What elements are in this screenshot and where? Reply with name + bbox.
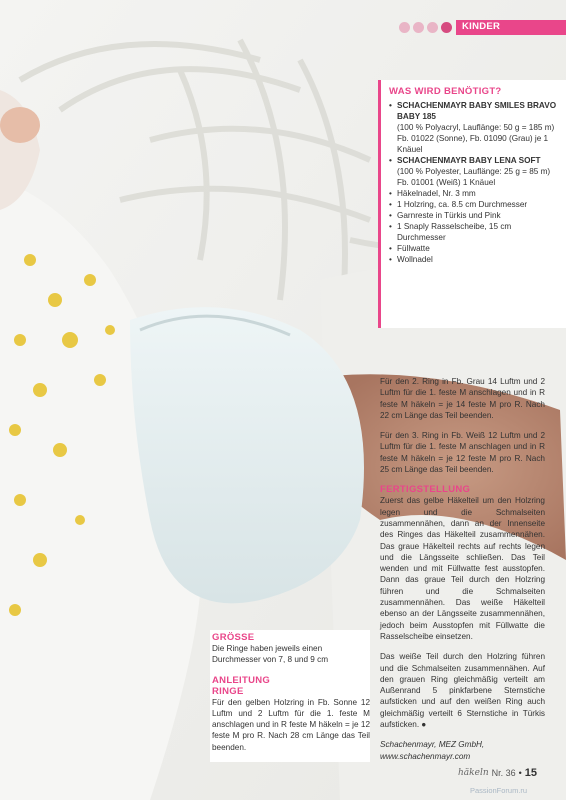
rings-heading: RINGE bbox=[212, 685, 244, 697]
materials-item: • Wollnadel bbox=[389, 254, 558, 265]
materials-item: • Füllwatte bbox=[389, 243, 558, 254]
materials-item: • Häkelnadel, Nr. 3 mm bbox=[389, 188, 558, 199]
header-dots bbox=[399, 22, 452, 33]
header-dot-active bbox=[441, 22, 452, 33]
final-text: Das weiße Teil durch den Holzring führen und die Schmalseiten zusammennähen. Auf den grauen Ring gleichmäßig verteilt am Außenrand 5 pinkfarbene Sternstiche aufsticken und auf den weißen Ring auch gleichmäßig verteilt 6 Sternstiche in Türkis aufsticken. ● bbox=[380, 652, 545, 730]
materials-box bbox=[378, 80, 566, 328]
left-column bbox=[210, 630, 370, 762]
materials-list bbox=[389, 100, 558, 265]
materials-item: • SCHACHENMAYR BABY LENA SOFT bbox=[389, 155, 558, 166]
header-dot bbox=[413, 22, 424, 33]
size-heading: GRÖSSE bbox=[212, 632, 255, 643]
issue-number: Nr. 36 bbox=[491, 768, 516, 778]
materials-item: • 1 Snaply Rasselscheibe, 15 cm Durchmesser bbox=[389, 221, 558, 243]
credit-line: Schachenmayr, MEZ GmbH, bbox=[380, 740, 485, 750]
credit-url: www.schachenmayr.com bbox=[380, 751, 471, 761]
materials-item: • 1 Holzring, ca. 8.5 cm Durchmesser bbox=[389, 199, 558, 210]
header-dot bbox=[427, 22, 438, 33]
bullet-separator: • bbox=[518, 768, 522, 778]
ring3-text: Für den 3. Ring in Fb. Weiß 12 Luftm und 2 Luftm für die 1. feste M anschlagen und in R feste M häkeln = je 12 feste M pro R. Nach 25 cm Länge das Teil beenden. bbox=[380, 431, 545, 475]
size-text: Die Ringe haben jeweils einen Durchmesser von 7, 8 und 9 cm bbox=[212, 644, 329, 665]
ring2-text: Für den 2. Ring in Fb. Grau 14 Luftm und 2 Luftm für die 1. feste M anschlagen und in R feste M häkeln = je 14 feste M pro R. Nach 22 cm Länge das Teil beenden. bbox=[380, 377, 545, 420]
materials-item: (100 % Polyacryl, Lauflänge: 50 g = 185 m) Fb. 01022 (Sonne), Fb. 01090 (Grau) je 1 Knäuel bbox=[397, 123, 555, 154]
finishing-heading: FERTIGSTELLUNG bbox=[380, 484, 471, 496]
watermark: PassionForum.ru bbox=[470, 786, 528, 795]
page-footer bbox=[458, 767, 537, 779]
magazine-brand: häkeln bbox=[458, 768, 489, 778]
materials-item: • SCHACHENMAYR BABY SMILES BRAVO BABY 185 bbox=[389, 100, 558, 122]
materials-title: WAS WIRD BENÖTIGT? bbox=[389, 86, 502, 97]
instructions-heading: ANLEITUNG bbox=[212, 674, 271, 686]
right-column bbox=[380, 376, 545, 762]
materials-item: • Garnreste in Türkis und Pink bbox=[389, 210, 558, 221]
materials-item: (100 % Polyester, Lauflänge: 25 g = 85 m) Fb. 01001 (Weiß) 1 Knäuel bbox=[397, 167, 551, 187]
header-dot bbox=[399, 22, 410, 33]
rings-text: Für den gelben Holzring in Fb. Sonne 12 Luftm und 2 Luftm für die 1. feste M anschlagen und in R feste M häkeln = je 12 feste M pro R. Nach 28 cm Länge das Teil beenden. bbox=[212, 697, 370, 752]
finishing-text: Zuerst das gelbe Häkelteil um den Holzring legen und die Schmalseiten zusammennähen, dann an der Innenseite des Ringes das Häkelteil zusammennähen. Das graue Häkelteil rechts auf rechts legen und die Längsseite schließen. Das Teil wenden und mit Füllwatte fest ausstopfen. Dann das graue Teil durch den Holzring führen und die Schmalseiten zusammennähen. Das weiße Häkelteil ebenso an der Längsseite zusammennähen, jedoch beim Ausstopfen mit Füllwatte die Rasselscheibe einsetzen. bbox=[380, 496, 545, 641]
section-tab: KINDER bbox=[456, 20, 566, 35]
page-number: 15 bbox=[524, 767, 538, 779]
